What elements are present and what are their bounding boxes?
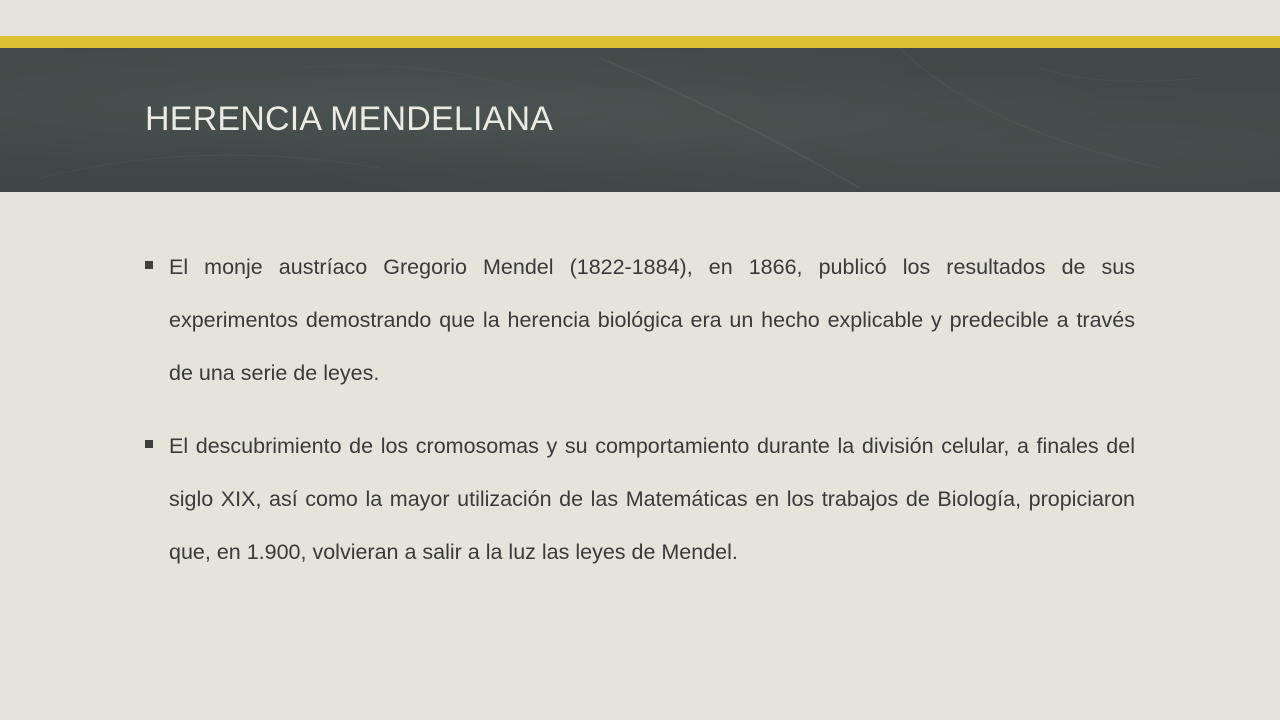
square-bullet-icon: [145, 440, 153, 448]
bullet-text: El monje austríaco Gregorio Mendel (1822-1884), en 1866, publicó los resultados de sus experimentos demostrando que la herencia biológica era un hecho explicable y predecible a través de una serie de leyes.: [169, 255, 1135, 385]
top-margin-strip: [0, 0, 1280, 36]
bullet-item: [145, 241, 1135, 400]
accent-bar: [0, 36, 1280, 48]
bullet-text: El descubrimiento de los cromosomas y su comportamiento durante la división celular, a finales del siglo XIX, así como la mayor utilización de las Matemáticas en los trabajos de Biología, propiciaron que, en 1.900, volvieran a salir a la luz las leyes de Mendel.: [169, 434, 1135, 564]
bullet-item: [145, 420, 1135, 579]
title-banner: [0, 48, 1280, 192]
bullet-list: [145, 241, 1135, 599]
slide-title: HERENCIA MENDELIANA: [145, 100, 554, 138]
square-bullet-icon: [145, 261, 153, 269]
